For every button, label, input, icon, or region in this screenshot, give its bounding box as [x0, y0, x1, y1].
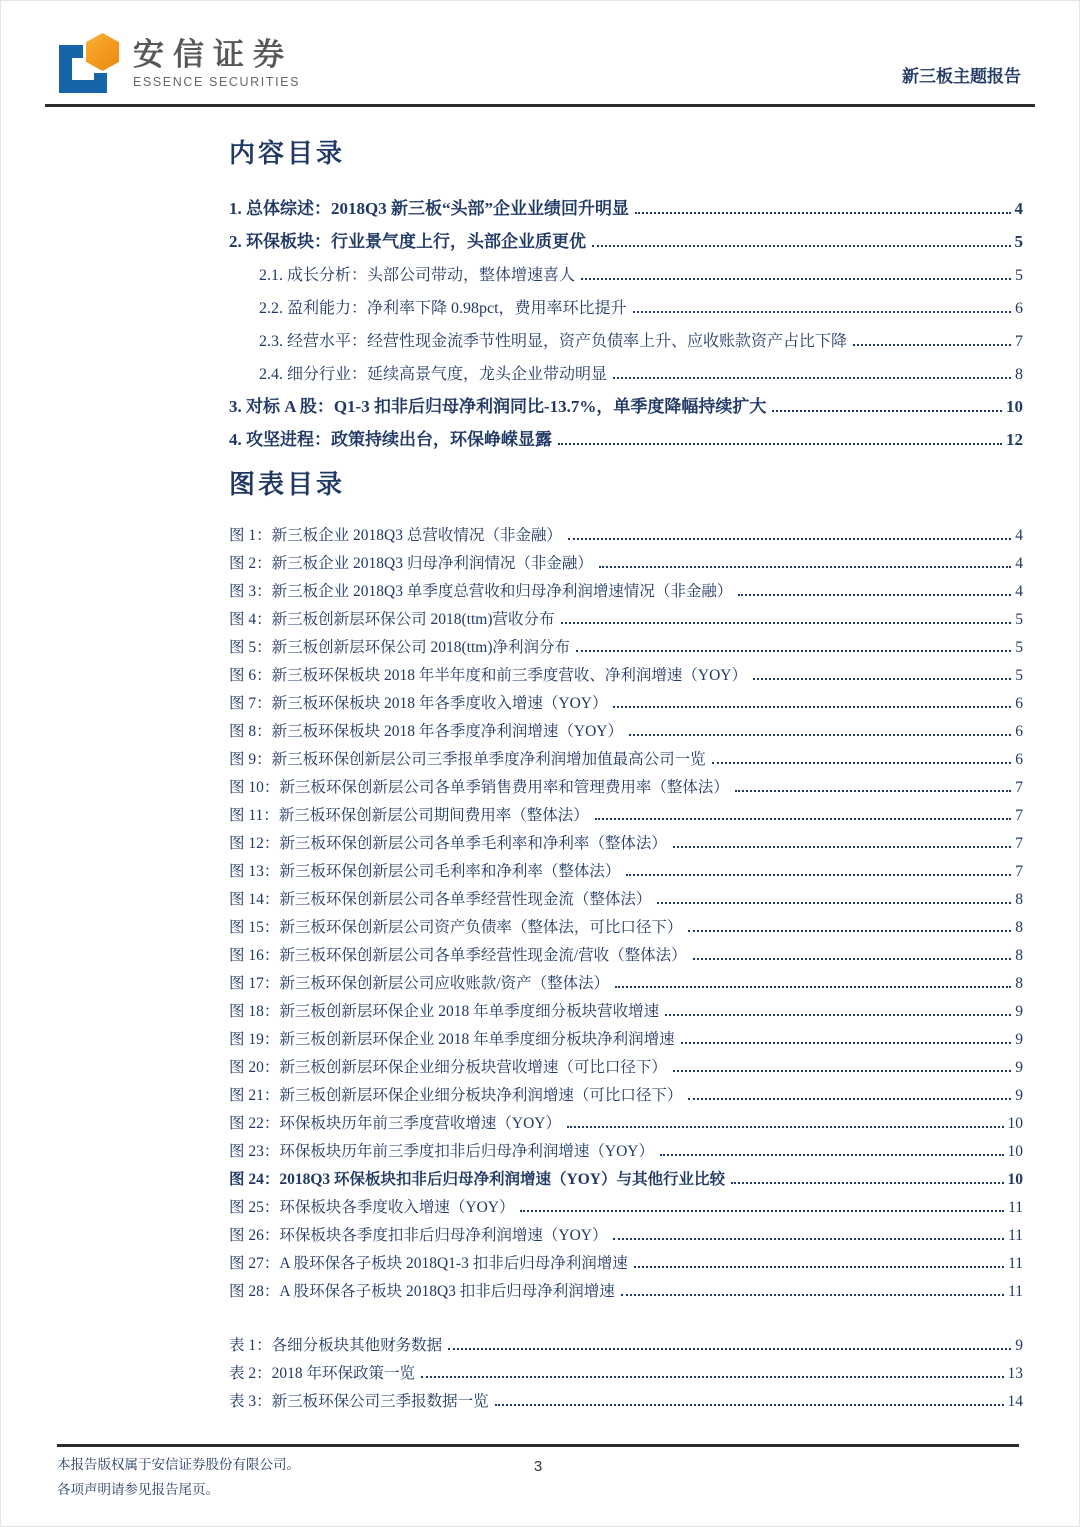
toc-leader-dots: [615, 986, 1011, 988]
toc-leader-dots: [633, 311, 1011, 313]
toc-leader-dots: [520, 1210, 1004, 1212]
figure-entry: [229, 881, 1023, 909]
toc-leader-dots: [693, 958, 1012, 960]
toc-page-number: 8: [1015, 919, 1023, 936]
toc-entry-label: 图 25：环保板块各季度收入增速（YOY）: [229, 1199, 515, 1216]
toc-page-number: 11: [1008, 1283, 1023, 1300]
toc-entry-label: 图 14：新三板环保创新层公司各单季经营性现金流（整体法）: [229, 891, 652, 908]
toc-page-number: 6: [1015, 723, 1023, 740]
toc-leader-dots: [576, 650, 1011, 652]
figure-entry: [229, 1189, 1023, 1217]
toc-entry-label: 图 15：新三板环保创新层公司资产负债率（整体法，可比口径下）: [229, 919, 683, 936]
toc-page-number: 4: [1014, 199, 1023, 218]
toc-entry-label: 图 11：新三板环保创新层公司期间费用率（整体法）: [229, 807, 589, 824]
toc-page-number: 9: [1015, 1337, 1023, 1354]
figure-entry: [229, 825, 1023, 853]
figure-entry: [229, 853, 1023, 881]
toc-page-number: 7: [1015, 779, 1023, 796]
toc-page-number: 8: [1015, 891, 1023, 908]
toc-page-number: 4: [1015, 527, 1023, 544]
toc-leader-dots: [753, 678, 1011, 680]
toc-entry-label: 图 23：环保板块历年前三季度扣非后归母净利润增速（YOY）: [229, 1143, 654, 1160]
toc-leader-dots: [772, 410, 1002, 412]
tables-list: [229, 1327, 1023, 1411]
toc-page-number: 10: [1007, 1171, 1023, 1188]
toc-leader-dots: [421, 1376, 1003, 1378]
toc-leader-dots: [626, 874, 1011, 876]
toc-leader-dots: [673, 1070, 1011, 1072]
copyright-line: 本报告版权属于安信证券股份有限公司。: [57, 1457, 300, 1472]
toc-page-number: 7: [1015, 807, 1023, 824]
toc-leader-dots: [613, 706, 1011, 708]
toc-leader-dots: [613, 377, 1011, 379]
toc-page-number: 12: [1006, 430, 1023, 449]
page-header: [59, 33, 1021, 95]
toc-leader-dots: [853, 344, 1011, 346]
contents-entry: [229, 186, 1023, 219]
figure-entry: [229, 685, 1023, 713]
toc-entry-label: 图 8：新三板环保板块 2018 年各季度净利润增速（YOY）: [229, 723, 623, 740]
figure-entry: [229, 937, 1023, 965]
toc-entry-label: 图 27：A 股环保各子板块 2018Q1-3 扣非后归母净利润增速: [229, 1255, 628, 1272]
figure-entry: [229, 769, 1023, 797]
toc-page-number: 8: [1015, 366, 1023, 383]
toc-entry-label: 图 28：A 股环保各子板块 2018Q3 扣非后归母净利润增速: [229, 1283, 615, 1300]
toc-entry-label: 图 9：新三板环保创新层公司三季报单季度净利润增加值最高公司一览: [229, 751, 706, 768]
toc-leader-dots: [558, 443, 1002, 445]
toc-entry-label: 图 26：环保板块各季度扣非后归母净利润增速（YOY）: [229, 1227, 608, 1244]
toc-page-number: 5: [1015, 667, 1023, 684]
figure-entry: [229, 573, 1023, 601]
figure-entry: [229, 517, 1023, 545]
brand-logo: [59, 33, 300, 95]
toc-entry-label: 2.2. 盈利能力：净利率下降 0.98pct，费用率环比提升: [259, 300, 627, 317]
toc-page-number: 6: [1015, 751, 1023, 768]
toc-entry-label: 图 21：新三板创新层环保企业细分板块净利润增速（可比口径下）: [229, 1087, 683, 1104]
toc-entry-label: 表 1：各细分板块其他财务数据: [229, 1337, 443, 1354]
toc-page-number: 5: [1014, 232, 1023, 251]
toc-leader-dots: [731, 1182, 1003, 1184]
toc-entry-label: 表 2：2018 年环保政策一览: [229, 1365, 416, 1382]
toc-entry-label: 图 5：新三板创新层环保公司 2018(ttm)净利润分布: [229, 639, 570, 656]
contents-list: [229, 186, 1023, 450]
toc-entry-label: 图 16：新三板环保创新层公司各单季经营性现金流/营收（整体法）: [229, 947, 687, 964]
contents-entry: [229, 318, 1023, 351]
toc-leader-dots: [595, 818, 1011, 820]
toc-entry-label: 2. 环保板块：行业景气度上行，头部企业质更优: [229, 232, 586, 251]
figure-entry: [229, 965, 1023, 993]
toc-page-number: 9: [1015, 1031, 1023, 1048]
figure-entry: [229, 1049, 1023, 1077]
toc-entry-label: 2.3. 经营水平：经营性现金流季节性明显，资产负债率上升、应收账款资产占比下降: [259, 333, 848, 350]
toc-entry-label: 4. 攻坚进程：政策持续出台，环保峥嵘显露: [229, 430, 552, 449]
toc-entry-label: 1. 总体综述：2018Q3 新三板“头部”企业业绩回升明显: [229, 199, 629, 218]
toc-page-number: 13: [1007, 1365, 1023, 1382]
toc-entry-label: 图 18：新三板创新层环保企业 2018 年单季度细分板块营收增速: [229, 1003, 660, 1020]
toc-leader-dots: [495, 1404, 1004, 1406]
toc-page-number: 10: [1006, 397, 1023, 416]
toc-entry-label: 图 6：新三板环保板块 2018 年半年度和前三季度营收、净利润增速（YOY）: [229, 667, 747, 684]
figure-entry: [229, 1077, 1023, 1105]
contents-entry: [229, 252, 1023, 285]
figures-list: [229, 517, 1023, 1301]
table-entry: [229, 1327, 1023, 1355]
toc-leader-dots: [592, 245, 1011, 247]
toc-page-number: 11: [1008, 1199, 1023, 1216]
brand-name-cn: 安信证券: [133, 37, 293, 72]
toc-leader-dots: [629, 734, 1011, 736]
page-number: 3: [533, 1458, 543, 1475]
figure-entry: [229, 713, 1023, 741]
toc-page-number: 5: [1015, 267, 1023, 284]
toc-entry-label: 图 7：新三板环保板块 2018 年各季度收入增速（YOY）: [229, 695, 608, 712]
toc-entry-label: 2.1. 成长分析：头部公司带动，整体增速喜人: [259, 267, 576, 284]
toc-page-number: 9: [1015, 1003, 1023, 1020]
figure-entry: [229, 797, 1023, 825]
figure-entry: [229, 629, 1023, 657]
toc-entry-label: 图 2：新三板企业 2018Q3 归母净利润情况（非金融）: [229, 555, 593, 572]
toc-leader-dots: [599, 566, 1011, 568]
toc-leader-dots: [688, 1098, 1011, 1100]
toc-leader-dots: [712, 762, 1012, 764]
toc-leader-dots: [735, 790, 1011, 792]
toc-entry-label: 2.4. 细分行业：延续高景气度，龙头企业带动明显: [259, 366, 608, 383]
toc-page-number: 6: [1015, 695, 1023, 712]
contents-entry: [229, 384, 1023, 417]
toc-leader-dots: [568, 538, 1011, 540]
toc-leader-dots: [681, 1042, 1012, 1044]
toc-leader-dots: [673, 846, 1011, 848]
toc-main: [229, 123, 1023, 1411]
toc-page-number: 5: [1015, 611, 1023, 628]
figure-entry: [229, 657, 1023, 685]
toc-page-number: 11: [1008, 1227, 1023, 1244]
figure-entry: [229, 1245, 1023, 1273]
toc-page-number: 10: [1007, 1143, 1023, 1160]
toc-page-number: 9: [1015, 1059, 1023, 1076]
toc-leader-dots: [635, 212, 1011, 214]
toc-page-number: 8: [1015, 947, 1023, 964]
toc-page-number: 9: [1015, 1087, 1023, 1104]
toc-entry-label: 图 24：2018Q3 环保板块扣非后归母净利润增速（YOY）与其他行业比较: [229, 1171, 726, 1188]
essence-securities-logo-icon: [59, 33, 117, 95]
toc-leader-dots: [561, 622, 1012, 624]
toc-page-number: 4: [1015, 583, 1023, 600]
footer-divider: [57, 1444, 1019, 1447]
toc-entry-label: 图 20：新三板创新层环保企业细分板块营收增速（可比口径下）: [229, 1059, 667, 1076]
toc-leader-dots: [621, 1294, 1004, 1296]
header-divider: [45, 104, 1035, 107]
page-footer: [57, 1453, 1019, 1503]
toc-leader-dots: [657, 902, 1011, 904]
brand-name-en: ESSENCE SECURITIES: [133, 75, 301, 89]
toc-page-number: 7: [1015, 333, 1023, 350]
toc-page-number: 14: [1007, 1393, 1023, 1410]
figure-entry: [229, 1273, 1023, 1301]
toc-entry-label: 图 3：新三板企业 2018Q3 单季度总营收和归母净利润增速情况（非金融）: [229, 583, 733, 600]
toc-leader-dots: [688, 930, 1011, 932]
brand-text: [133, 39, 300, 89]
toc-page-number: 11: [1008, 1255, 1023, 1272]
toc-entry-label: 图 10：新三板环保创新层公司各单季销售费用率和管理费用率（整体法）: [229, 779, 729, 796]
figure-entry: [229, 1161, 1023, 1189]
contents-entry: [229, 351, 1023, 384]
figure-entry: [229, 601, 1023, 629]
toc-entry-label: 图 19：新三板创新层环保企业 2018 年单季度细分板块净利润增速: [229, 1031, 675, 1048]
toc-leader-dots: [567, 1126, 1004, 1128]
figure-entry: [229, 1021, 1023, 1049]
contents-entry: [229, 417, 1023, 450]
toc-entry-label: 图 22：环保板块历年前三季度营收增速（YOY）: [229, 1115, 561, 1132]
toc-page-number: 10: [1007, 1115, 1023, 1132]
figure-entry: [229, 741, 1023, 769]
toc-page-number: 7: [1015, 835, 1023, 852]
toc-entry-label: 表 3：新三板环保公司三季报数据一览: [229, 1393, 489, 1410]
toc-leader-dots: [665, 1014, 1011, 1016]
toc-page-number: 5: [1015, 639, 1023, 656]
figure-entry: [229, 909, 1023, 937]
figure-entry: [229, 1217, 1023, 1245]
toc-page-number: 7: [1015, 863, 1023, 880]
toc-leader-dots: [738, 594, 1011, 596]
toc-leader-dots: [581, 278, 1011, 280]
toc-page-number: 4: [1015, 555, 1023, 572]
figure-entry: [229, 1105, 1023, 1133]
figure-entry: [229, 545, 1023, 573]
toc-page-number: 8: [1015, 975, 1023, 992]
toc-entry-label: 3. 对标 A 股：Q1-3 扣非后归母净利润同比-13.7%，单季度降幅持续扩大: [229, 397, 767, 416]
table-entry: [229, 1383, 1023, 1411]
toc-leader-dots: [448, 1348, 1011, 1350]
toc-entry-label: 图 17：新三板环保创新层公司应收账款/资产（整体法）: [229, 975, 610, 992]
toc-entry-label: 图 4：新三板创新层环保公司 2018(ttm)营收分布: [229, 611, 555, 628]
table-entry: [229, 1355, 1023, 1383]
toc-entry-label: 图 13：新三板环保创新层公司毛利率和净利率（整体法）: [229, 863, 621, 880]
contents-title: 内容目录: [229, 139, 346, 168]
toc-leader-dots: [660, 1154, 1004, 1156]
toc-entry-label: 图 1：新三板企业 2018Q3 总营收情况（非金融）: [229, 527, 562, 544]
figure-entry: [229, 993, 1023, 1021]
figures-title: 图表目录: [229, 470, 346, 499]
contents-entry: [229, 285, 1023, 318]
figure-entry: [229, 1133, 1023, 1161]
toc-leader-dots: [634, 1266, 1004, 1268]
toc-page-number: 6: [1015, 300, 1023, 317]
disclaimer-line: 各项声明请参见报告尾页。: [57, 1481, 219, 1497]
contents-entry: [229, 219, 1023, 252]
report-type-label: 新三板主题报告: [902, 67, 1021, 86]
toc-entry-label: 图 12：新三板环保创新层公司各单季毛利率和净利率（整体法）: [229, 835, 667, 852]
toc-leader-dots: [613, 1238, 1004, 1240]
